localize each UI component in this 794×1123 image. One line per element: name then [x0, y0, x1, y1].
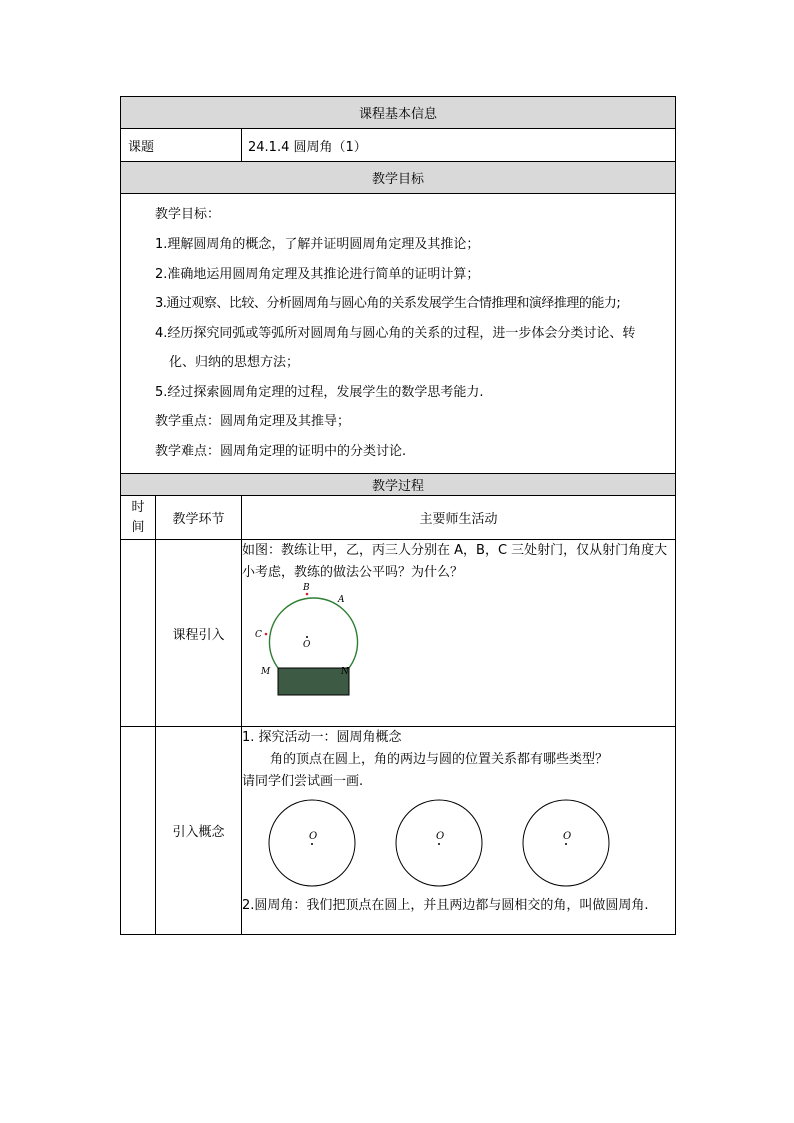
goal-figure	[252, 583, 382, 697]
goal-item-4: 4.经历探究同弧或等弧所对圆周角与圆心角的关系的过程，进一步体会分类讨论、转	[155, 325, 636, 341]
practice-center-label-2: O	[436, 831, 445, 842]
process-header: 教学过程	[121, 474, 676, 496]
topic-value: 24.1.4 圆周角（1）	[242, 129, 676, 162]
goal-item-2: 2.准确地运用圆周角定理及其推论进行简单的证明计算；	[155, 266, 480, 282]
point-c-dot	[265, 633, 268, 636]
goal-arc	[270, 598, 358, 668]
col-activity-header: 主要师生活动	[242, 496, 676, 540]
center-dot	[306, 636, 308, 638]
row1-activity	[242, 540, 676, 727]
goal-box	[278, 668, 349, 695]
activity-heading: 1. 探究活动一：圆周角概念	[242, 730, 402, 745]
row1-text: 如图：教练让甲，乙，丙三人分别在 A，B，C 三处射门，仅从射门角度大小考虑，教练的做法公平吗？为什么？	[242, 543, 668, 580]
practice-center-dot-1	[311, 843, 313, 845]
practice-center-dot-2	[438, 843, 440, 845]
goal-item-1: 1.理解圆周角的概念，了解并证明圆周角定理及其推论；	[155, 236, 480, 252]
practice-center-label-3: O	[563, 831, 572, 842]
practice-center-label-1: O	[309, 831, 318, 842]
lesson-plan-table	[120, 96, 676, 935]
label-a: A	[338, 595, 345, 605]
goal-item-3: 3.通过观察、比较、分析圆周角与圆心角的关系发展学生合情推理和演绎推理的能力;	[155, 296, 621, 312]
row2-time	[121, 727, 156, 935]
basic-info-header: 课程基本信息	[121, 97, 676, 129]
practice-circles	[242, 795, 662, 891]
goals-section	[121, 194, 676, 474]
activity-instruction: 请同学们尝试画一画.	[242, 774, 364, 789]
difficult-point: 教学难点：圆周角定理的证明中的分类讨论.	[155, 444, 407, 460]
col-time-header	[121, 496, 156, 540]
col-step-header: 教学环节	[156, 496, 242, 540]
goal-item-4-cont: 化、归纳的思想方法；	[169, 355, 300, 371]
row1-time	[121, 540, 156, 727]
row1-step: 课程引入	[156, 540, 242, 727]
definition-text: 2.圆周角：我们把顶点在圆上，并且两边都与圆相交的角，叫做圆周角.	[242, 898, 649, 913]
goal-item-5: 5.经过探索圆周角定理的过程，发展学生的数学思考能力.	[155, 384, 484, 400]
row2-activity	[242, 727, 676, 935]
goals-header: 教学目标	[121, 162, 676, 194]
point-b-dot	[306, 593, 309, 596]
key-point: 教学重点：圆周角定理及其推导；	[155, 414, 351, 430]
col-time-text: 时间	[131, 499, 145, 535]
label-o: O	[303, 640, 311, 650]
label-n: N	[341, 667, 349, 677]
row2-step: 引入概念	[156, 727, 242, 935]
label-m: M	[261, 667, 271, 677]
topic-label: 课题	[121, 129, 242, 162]
goals-title: 教学目标：	[155, 207, 221, 223]
practice-center-dot-3	[565, 843, 567, 845]
activity-question: 角的顶点在圆上，角的两边与圆的位置关系都有哪些类型？	[270, 752, 609, 767]
label-b: B	[303, 583, 310, 593]
label-c: C	[255, 630, 262, 640]
